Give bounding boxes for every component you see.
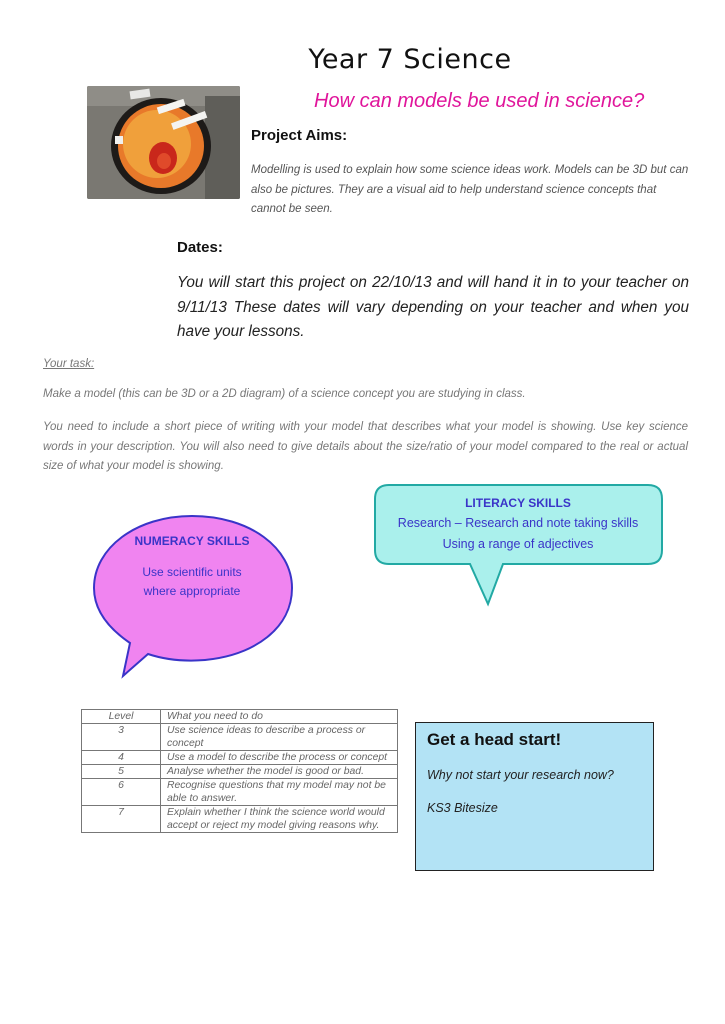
table-row [82,806,398,833]
table-row [82,765,398,779]
level-cell: 7 [82,806,161,833]
head-start-question: Why not start your research now? [427,768,614,782]
literacy-skill-adjectives: Using a range of adjectives [442,537,594,551]
table-row [82,751,398,765]
numeracy-skills-title: NUMERACY SKILLS [134,534,250,548]
criteria-cell: Recognise questions that my model may not be able to answer. [161,779,398,806]
levels-table [81,709,398,833]
numeracy-skill-line-1: Use scientific units [142,565,242,579]
task-paragraph-1: Make a model (this can be 3D or a 2D diagram) of a science concept you are studying in class. [43,388,526,400]
level-cell: 3 [82,724,161,751]
criteria-cell: Explain whether I think the science world would accept or reject my model giving reasons why. [161,806,398,833]
literacy-skills-title: LITERACY SKILLS [465,496,571,510]
project-aims-heading: Project Aims: [251,127,348,144]
table-row [82,724,398,751]
ks3-bitesize-link[interactable]: KS3 Bitesize [427,801,498,815]
literacy-skill-research: Research – Research and note taking skills [397,516,639,530]
table-header-row [82,710,398,724]
dates-text: You will start this project on 22/10/13 and will hand it in to your teacher on 9/11/13 These dates will vary depending on your teacher and when you have your lessons. [177,274,689,340]
criteria-cell: Analyse whether the model is good or bad. [161,765,398,779]
criteria-cell: Use science ideas to describe a process or concept [161,724,398,751]
page-subtitle: How can models be used in science? [314,90,645,112]
level-cell: 6 [82,779,161,806]
level-column-header: Level [82,710,161,724]
numeracy-skill-line-2: where appropriate [143,584,241,598]
page-title: Year 7 Science [308,44,512,75]
task-paragraph-2: You need to include a short piece of writing with your model that describes what your model is showing. Use key science words in your description. You will also need to give details about the size/ratio of your model compared to the real or actual size of what your model is showing. [43,421,688,472]
project-aims-text: Modelling is used to explain how some science ideas work. Models can be 3D but can also be pictures. They are a visual aid to help understand science concepts that cannot be seen. [251,164,689,215]
criteria-cell: Use a model to describe the process or concept [161,751,398,765]
dates-heading: Dates: [177,239,223,256]
task-heading: Your task: [43,358,95,370]
head-start-title: Get a head start! [427,730,562,749]
level-cell: 4 [82,751,161,765]
level-cell: 5 [82,765,161,779]
table-row [82,779,398,806]
criteria-column-header: What you need to do [161,710,398,724]
